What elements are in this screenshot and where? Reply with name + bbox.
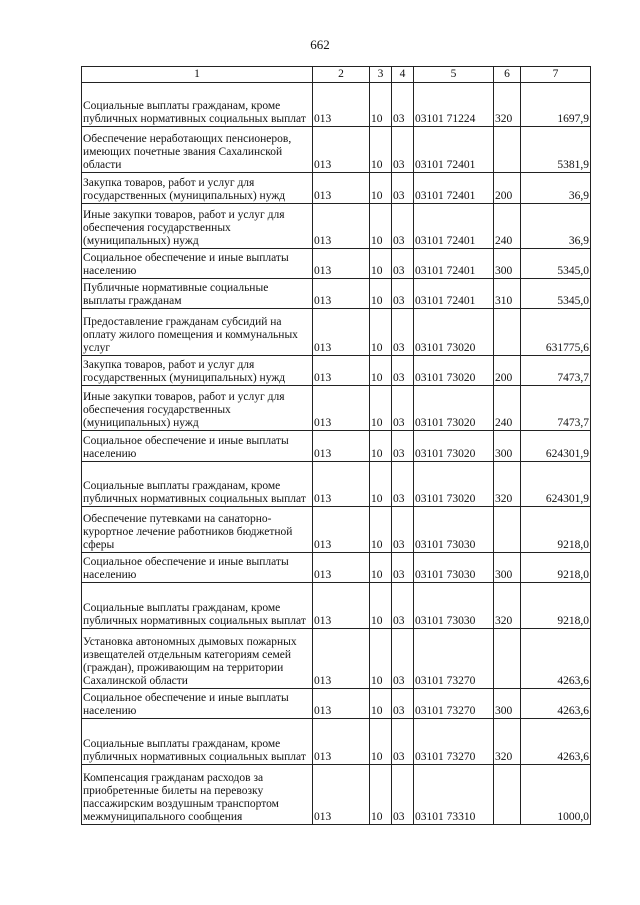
row-ministry-code: 013 [313, 204, 370, 249]
table-row [82, 507, 591, 553]
row-amount: 5381,9 [521, 127, 591, 173]
row-target-code: 03101 73030 [414, 507, 494, 553]
row-section-code: 10 [370, 204, 392, 249]
row-name: Обеспечение неработающих пенсионеров, имеющих почетные звания Сахалинской области [82, 127, 313, 173]
table-row [82, 249, 591, 279]
row-amount: 4263,6 [521, 629, 591, 689]
row-name: Социальные выплаты гражданам, кроме публичных нормативных социальных выплат [82, 462, 313, 507]
header-row [82, 67, 591, 83]
row-target-code: 03101 73030 [414, 553, 494, 583]
row-ministry-code: 013 [313, 689, 370, 719]
row-target-code: 03101 73020 [414, 356, 494, 386]
row-section-code: 10 [370, 356, 392, 386]
row-amount: 1697,9 [521, 83, 591, 127]
row-ministry-code: 013 [313, 173, 370, 204]
row-amount: 36,9 [521, 204, 591, 249]
table-row [82, 204, 591, 249]
row-name: Публичные нормативные социальные выплаты гражданам [82, 279, 313, 309]
header-col-3: 3 [370, 67, 392, 83]
row-expense-type: 320 [494, 83, 521, 127]
row-target-code: 03101 73270 [414, 629, 494, 689]
row-name: Закупка товаров, работ и услуг для государственных (муниципальных) нужд [82, 356, 313, 386]
row-subsection-code: 03 [392, 553, 414, 583]
row-target-code: 03101 73310 [414, 765, 494, 825]
row-name: Социальное обеспечение и иные выплаты населению [82, 249, 313, 279]
table-row [82, 309, 591, 356]
row-target-code: 03101 72401 [414, 279, 494, 309]
row-section-code: 10 [370, 583, 392, 629]
row-subsection-code: 03 [392, 279, 414, 309]
row-expense-type: 200 [494, 356, 521, 386]
row-target-code: 03101 73020 [414, 309, 494, 356]
row-subsection-code: 03 [392, 356, 414, 386]
row-ministry-code: 013 [313, 462, 370, 507]
row-section-code: 10 [370, 765, 392, 825]
row-subsection-code: 03 [392, 386, 414, 431]
header-col-2: 2 [313, 67, 370, 83]
row-subsection-code: 03 [392, 83, 414, 127]
row-section-code: 10 [370, 309, 392, 356]
row-ministry-code: 013 [313, 279, 370, 309]
row-ministry-code: 013 [313, 127, 370, 173]
row-subsection-code: 03 [392, 309, 414, 356]
row-subsection-code: 03 [392, 249, 414, 279]
row-ministry-code: 013 [313, 583, 370, 629]
row-expense-type: 200 [494, 173, 521, 204]
table-row [82, 431, 591, 462]
row-amount: 36,9 [521, 173, 591, 204]
row-subsection-code: 03 [392, 719, 414, 765]
table-row [82, 765, 591, 825]
row-target-code: 03101 73270 [414, 689, 494, 719]
row-target-code: 03101 72401 [414, 127, 494, 173]
row-section-code: 10 [370, 386, 392, 431]
row-section-code: 10 [370, 462, 392, 507]
row-amount: 7473,7 [521, 386, 591, 431]
row-name: Иные закупки товаров, работ и услуг для обеспечения государственных (муниципальных) нужд [82, 204, 313, 249]
row-name: Компенсация гражданам расходов за приобретенные билеты на перевозку пассажирским воздушным транспортом межмуниципального сообщения [82, 765, 313, 825]
header-col-6: 6 [494, 67, 521, 83]
table-row [82, 583, 591, 629]
row-expense-type: 240 [494, 204, 521, 249]
page-number: 662 [310, 37, 330, 52]
table-row [82, 173, 591, 204]
row-expense-type [494, 507, 521, 553]
row-ministry-code: 013 [313, 719, 370, 765]
row-subsection-code: 03 [392, 583, 414, 629]
row-name: Закупка товаров, работ и услуг для государственных (муниципальных) нужд [82, 173, 313, 204]
row-ministry-code: 013 [313, 386, 370, 431]
row-expense-type [494, 765, 521, 825]
row-expense-type: 310 [494, 279, 521, 309]
row-subsection-code: 03 [392, 629, 414, 689]
row-expense-type: 300 [494, 431, 521, 462]
row-name: Социальные выплаты гражданам, кроме публичных нормативных социальных выплат [82, 83, 313, 127]
row-amount: 5345,0 [521, 249, 591, 279]
row-target-code: 03101 72401 [414, 204, 494, 249]
row-ministry-code: 013 [313, 629, 370, 689]
row-expense-type: 300 [494, 689, 521, 719]
row-ministry-code: 013 [313, 83, 370, 127]
row-amount: 9218,0 [521, 583, 591, 629]
row-name: Социальные выплаты гражданам, кроме публичных нормативных социальных выплат [82, 583, 313, 629]
row-target-code: 03101 73020 [414, 431, 494, 462]
row-subsection-code: 03 [392, 204, 414, 249]
row-ministry-code: 013 [313, 507, 370, 553]
header-col-5: 5 [414, 67, 494, 83]
row-ministry-code: 013 [313, 309, 370, 356]
table-row [82, 553, 591, 583]
row-name: Предоставление гражданам субсидий на оплату жилого помещения и коммунальных услуг [82, 309, 313, 356]
table-row [82, 629, 591, 689]
row-amount: 4263,6 [521, 689, 591, 719]
row-target-code: 03101 73270 [414, 719, 494, 765]
row-section-code: 10 [370, 431, 392, 462]
row-subsection-code: 03 [392, 127, 414, 173]
row-name: Социальное обеспечение и иные выплаты населению [82, 553, 313, 583]
row-subsection-code: 03 [392, 173, 414, 204]
row-section-code: 10 [370, 83, 392, 127]
row-section-code: 10 [370, 127, 392, 173]
row-amount: 5345,0 [521, 279, 591, 309]
row-subsection-code: 03 [392, 765, 414, 825]
row-expense-type: 320 [494, 719, 521, 765]
row-subsection-code: 03 [392, 431, 414, 462]
row-amount: 9218,0 [521, 507, 591, 553]
row-amount: 7473,7 [521, 356, 591, 386]
table-row [82, 356, 591, 386]
row-name: Установка автономных дымовых пожарных извещателей отдельным категориям семей (граждан), проживающим на территории Сахалинской области [82, 629, 313, 689]
row-target-code: 03101 73030 [414, 583, 494, 629]
row-name: Социальное обеспечение и иные выплаты населению [82, 431, 313, 462]
row-target-code: 03101 72401 [414, 173, 494, 204]
row-amount: 4263,6 [521, 719, 591, 765]
row-amount: 9218,0 [521, 553, 591, 583]
row-name: Социальные выплаты гражданам, кроме публичных нормативных социальных выплат [82, 719, 313, 765]
row-ministry-code: 013 [313, 249, 370, 279]
table-row [82, 462, 591, 507]
row-expense-type: 300 [494, 553, 521, 583]
row-name: Иные закупки товаров, работ и услуг для обеспечения государственных (муниципальных) нужд [82, 386, 313, 431]
row-expense-type: 320 [494, 462, 521, 507]
header-col-7: 7 [521, 67, 591, 83]
row-section-code: 10 [370, 249, 392, 279]
table-row [82, 386, 591, 431]
budget-table [81, 66, 591, 825]
row-amount: 624301,9 [521, 431, 591, 462]
table-row [82, 279, 591, 309]
row-expense-type: 320 [494, 583, 521, 629]
row-section-code: 10 [370, 689, 392, 719]
row-name: Социальное обеспечение и иные выплаты населению [82, 689, 313, 719]
row-name: Обеспечение путевками на санаторно-курортное лечение работников бюджетной сферы [82, 507, 313, 553]
header-col-1: 1 [82, 67, 313, 83]
row-expense-type [494, 309, 521, 356]
row-ministry-code: 013 [313, 431, 370, 462]
row-section-code: 10 [370, 173, 392, 204]
header-col-4: 4 [392, 67, 414, 83]
table-row [82, 719, 591, 765]
row-expense-type: 300 [494, 249, 521, 279]
row-expense-type: 240 [494, 386, 521, 431]
row-section-code: 10 [370, 553, 392, 583]
table-row [82, 127, 591, 173]
row-subsection-code: 03 [392, 689, 414, 719]
row-target-code: 03101 73020 [414, 386, 494, 431]
row-expense-type [494, 127, 521, 173]
row-amount: 631775,6 [521, 309, 591, 356]
row-amount: 1000,0 [521, 765, 591, 825]
row-section-code: 10 [370, 507, 392, 553]
row-target-code: 03101 73020 [414, 462, 494, 507]
row-ministry-code: 013 [313, 553, 370, 583]
table-row [82, 689, 591, 719]
row-section-code: 10 [370, 719, 392, 765]
row-target-code: 03101 72401 [414, 249, 494, 279]
row-section-code: 10 [370, 279, 392, 309]
row-ministry-code: 013 [313, 356, 370, 386]
table-row [82, 83, 591, 127]
row-ministry-code: 013 [313, 765, 370, 825]
row-section-code: 10 [370, 629, 392, 689]
row-expense-type [494, 629, 521, 689]
row-subsection-code: 03 [392, 507, 414, 553]
row-target-code: 03101 71224 [414, 83, 494, 127]
row-subsection-code: 03 [392, 462, 414, 507]
row-amount: 624301,9 [521, 462, 591, 507]
